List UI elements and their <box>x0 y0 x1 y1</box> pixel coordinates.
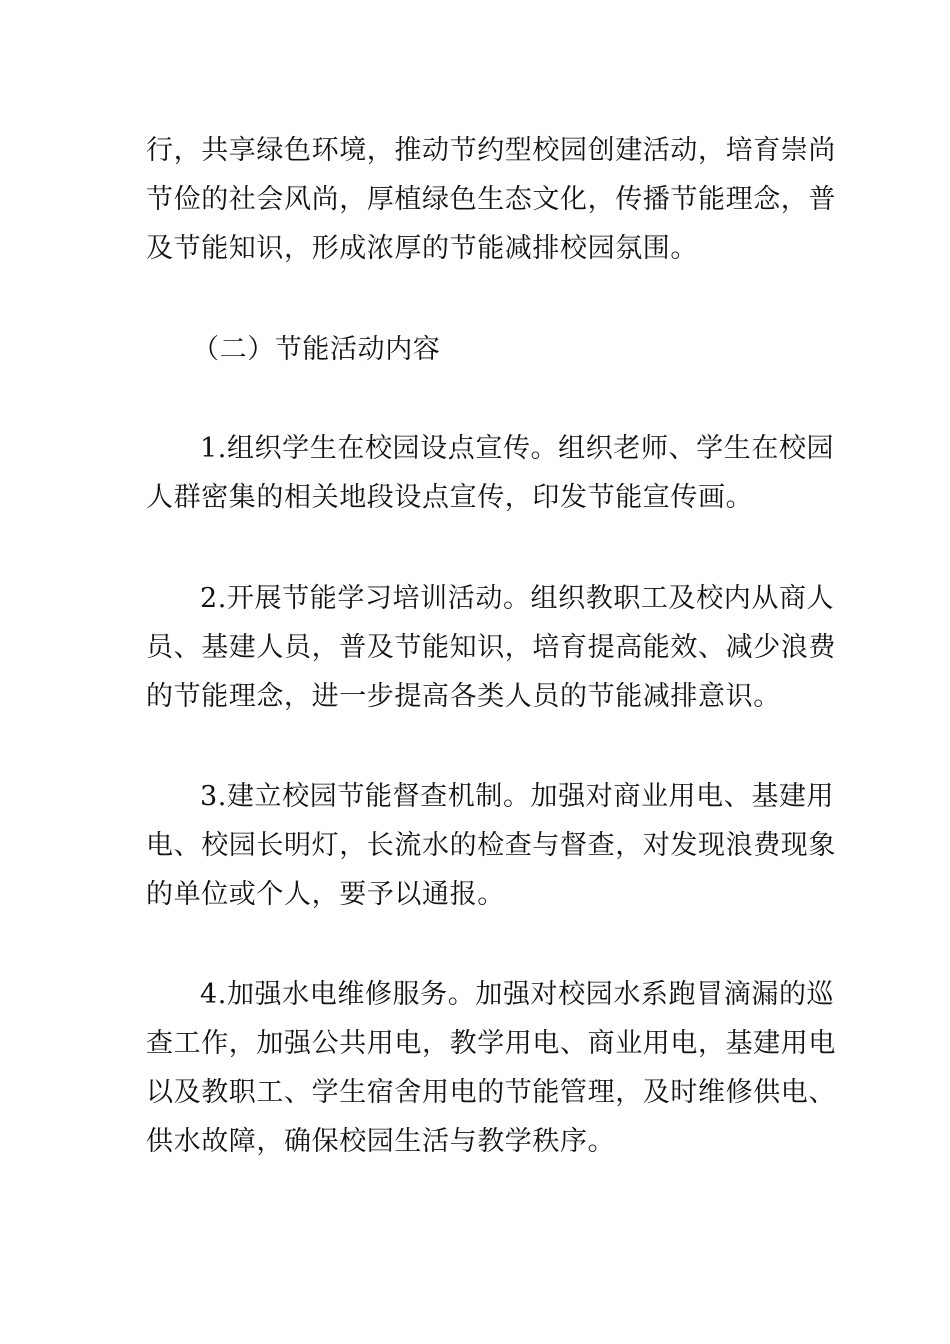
paragraph-line: 节俭的社会风尚，厚植绿色生态文化，传播节能理念，普 <box>146 184 836 215</box>
paragraph-line: 的单位或个人，要予以通报。 <box>146 879 505 910</box>
paragraph-line: 查工作，加强公共用电，教学用电、商业用电，基建用电 <box>146 1028 836 1059</box>
section-heading-text: （二）节能活动内容 <box>192 334 441 365</box>
paragraph-line: 1.组织学生在校园设点宣传。组织老师、学生在校园 <box>200 433 835 464</box>
section-heading <box>146 325 816 374</box>
paragraph-line: 3.建立校园节能督查机制。加强对商业用电、基建用 <box>200 781 835 812</box>
list-item-1 <box>146 424 835 522</box>
intro-paragraph <box>146 126 836 273</box>
paragraph-line: 及节能知识，形成浓厚的节能减排校园氛围。 <box>146 233 698 264</box>
paragraph-line: 行，共享绿色环境，推动节约型校园创建活动，培育崇尚 <box>146 135 836 166</box>
paragraph-line: 供水故障，确保校园生活与教学秩序。 <box>146 1126 616 1157</box>
paragraph-line: 电、校园长明灯，长流水的检查与督查，对发现浪费现象 <box>146 830 836 861</box>
paragraph-line: 人群密集的相关地段设点宣传，印发节能宣传画。 <box>146 482 754 513</box>
paragraph-line: 以及教职工、学生宿舍用电的节能管理，及时维修供电、 <box>146 1077 836 1108</box>
list-item-4 <box>146 970 836 1166</box>
paragraph-line: 员、基建人员，普及节能知识，培育提高能效、减少浪费 <box>146 632 836 663</box>
paragraph-line: 的节能理念，进一步提高各类人员的节能减排意识。 <box>146 681 781 712</box>
paragraph-line: 2.开展节能学习培训活动。组织教职工及校内从商人 <box>200 583 835 614</box>
paragraph-line: 4.加强水电维修服务。加强对校园水系跑冒滴漏的巡 <box>200 979 835 1010</box>
list-item-3 <box>146 772 836 919</box>
list-item-2 <box>146 574 836 721</box>
